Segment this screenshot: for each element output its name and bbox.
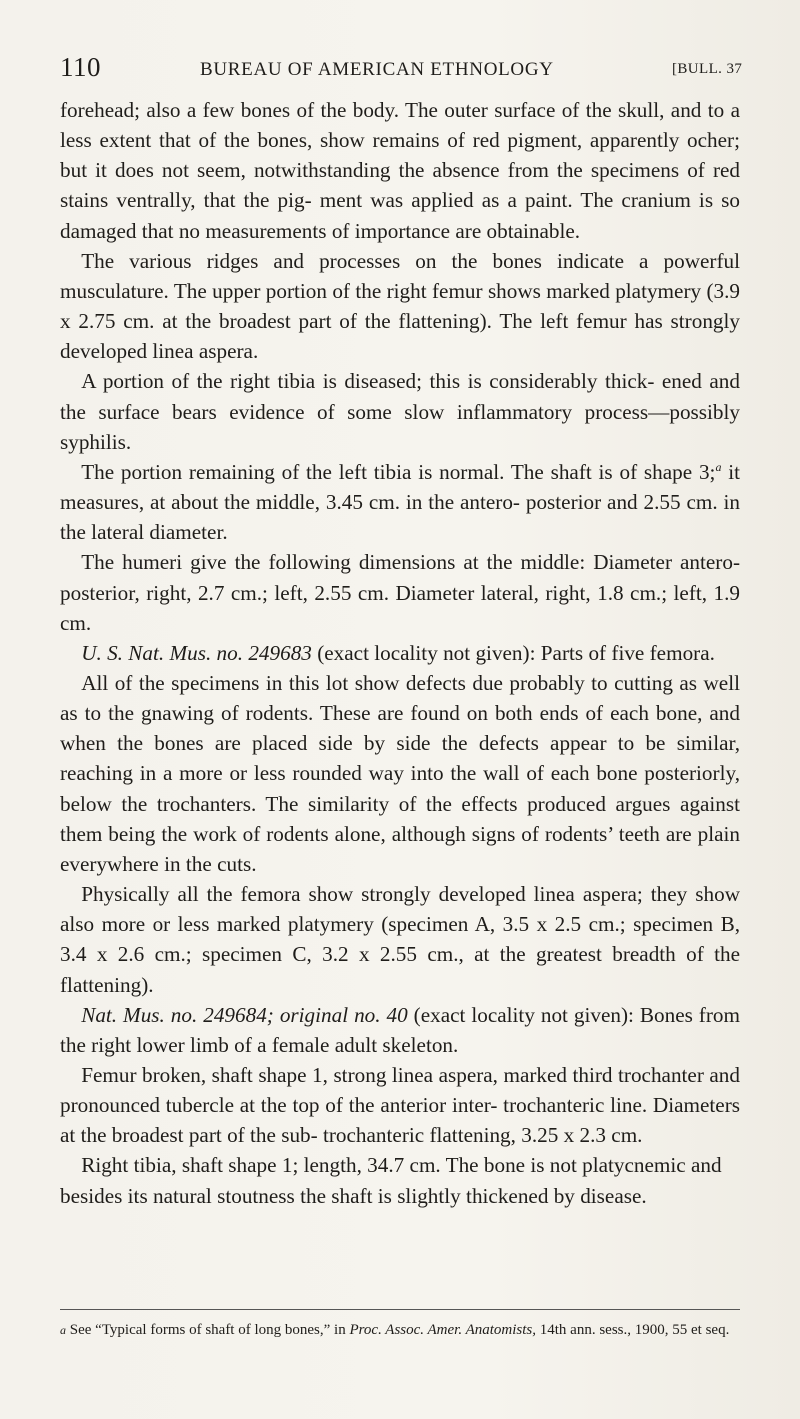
page-header	[60, 52, 743, 84]
paragraph-text: forehead; also a few bones of the body. The outer surface of the skull, and to a less extent that of the bones, show remains of red pigment, apparently ocher; but it does not seem, notwithstanding the absence from the specimens of red stains ventrally, that the pig- ment was applied as a paint. The cranium is so damaged that no measurements of importance are obtainable.	[60, 98, 740, 243]
paragraph-text: The humeri give the following dimensions at the middle: Diameter antero-posterior, right, 2.7 cm.; left, 2.55 cm. Diameter lateral, right, 1.8 cm.; left, 1.9 cm.	[60, 550, 740, 635]
footnote-text: 14th ann. sess., 1900, 55 et seq.	[536, 1322, 730, 1338]
specimen-catalog-number: Nat. Mus. no. 249684; original no. 40	[81, 1002, 408, 1027]
paragraph	[60, 1060, 740, 1150]
paragraph	[60, 668, 740, 879]
paragraph	[60, 1150, 740, 1210]
footnote-divider	[60, 1309, 740, 1310]
footnote	[60, 1320, 740, 1341]
footnote-journal-title: Proc. Assoc. Amer. Anatomists,	[349, 1322, 537, 1338]
paragraph	[60, 95, 740, 246]
paragraph-text: it measures, at about the middle, 3.45 cm. in the antero- posterior and 2.55 cm. in the lateral diameter.	[60, 459, 741, 545]
paragraph-text: Femur broken, shaft shape 1, strong linea aspera, marked third trochanter and pronounced tubercle at the top of the anterior inter- trochanteric line. Diameters at the broadest part of the sub- trochanteric flattening, 3.25 x 2.3 cm.	[60, 1063, 740, 1148]
paragraph-text: (exact locality not given): Parts of five femora.	[311, 640, 715, 665]
paragraph-text: The portion remaining of the left tibia is normal. The shaft is of shape 3;	[81, 459, 716, 484]
footnote-reference: a	[715, 459, 722, 474]
paragraph-text: Right tibia, shaft shape 1; length, 34.7 cm. The bone is not platycnemic and besides its natural stoutness the shaft is slightly thickened by disease.	[60, 1153, 722, 1208]
footnote-mark: a	[60, 1323, 66, 1337]
paragraph	[60, 879, 740, 1000]
paragraph-text: Physically all the femora show strongly developed linea aspera; they show also more or less marked platymery (specimen A, 3.5 x 2.5 cm.; specimen B, 3.4 x 2.6 cm.; specimen C, 3.2 x 2.55 cm., at the greatest breadth of the flattening).	[60, 882, 740, 997]
paragraph	[60, 457, 740, 547]
paragraph	[60, 366, 740, 456]
page-number: 110	[60, 52, 101, 82]
paragraph-text: A portion of the right tibia is diseased; this is considerably thick- ened and the surface bears evidence of some slow inflammatory process—possibly syphilis.	[60, 369, 740, 454]
paragraph-text: (exact locality not given): Bones from the right lower limb of a female adult skeleton.	[60, 1002, 740, 1057]
paragraph	[60, 547, 740, 637]
paragraph	[60, 638, 740, 668]
body-text	[60, 95, 740, 1211]
specimen-catalog-number: U. S. Nat. Mus. no. 249683	[81, 640, 312, 665]
running-head: BUREAU OF AMERICAN ETHNOLOGY	[200, 59, 554, 80]
paragraph-text: All of the specimens in this lot show defects due probably to cutting as well as to the gnawing of rodents. These are found on both ends of each bone, and when the bones are placed side by side the defects appear to be similar, reaching in a more or less rounded way into the wall of each bone posteriorly, below the trochanters. The similarity of the effects produced argues against them being the work of rodents alone, although signs of rodents’ teeth are plain everywhere in the cuts.	[60, 670, 740, 876]
paragraph	[60, 1000, 740, 1060]
footnote-text: See “Typical forms of shaft of long bones,” in	[66, 1322, 350, 1338]
paragraph	[60, 246, 740, 367]
bulletin-reference: [BULL. 37	[672, 61, 743, 77]
paragraph-text: The various ridges and processes on the bones indicate a powerful musculature. The upper portion of the right femur shows marked platymery (3.9 x 2.75 cm. at the broadest part of the flattening). The left femur has strongly developed linea aspera.	[60, 248, 740, 364]
